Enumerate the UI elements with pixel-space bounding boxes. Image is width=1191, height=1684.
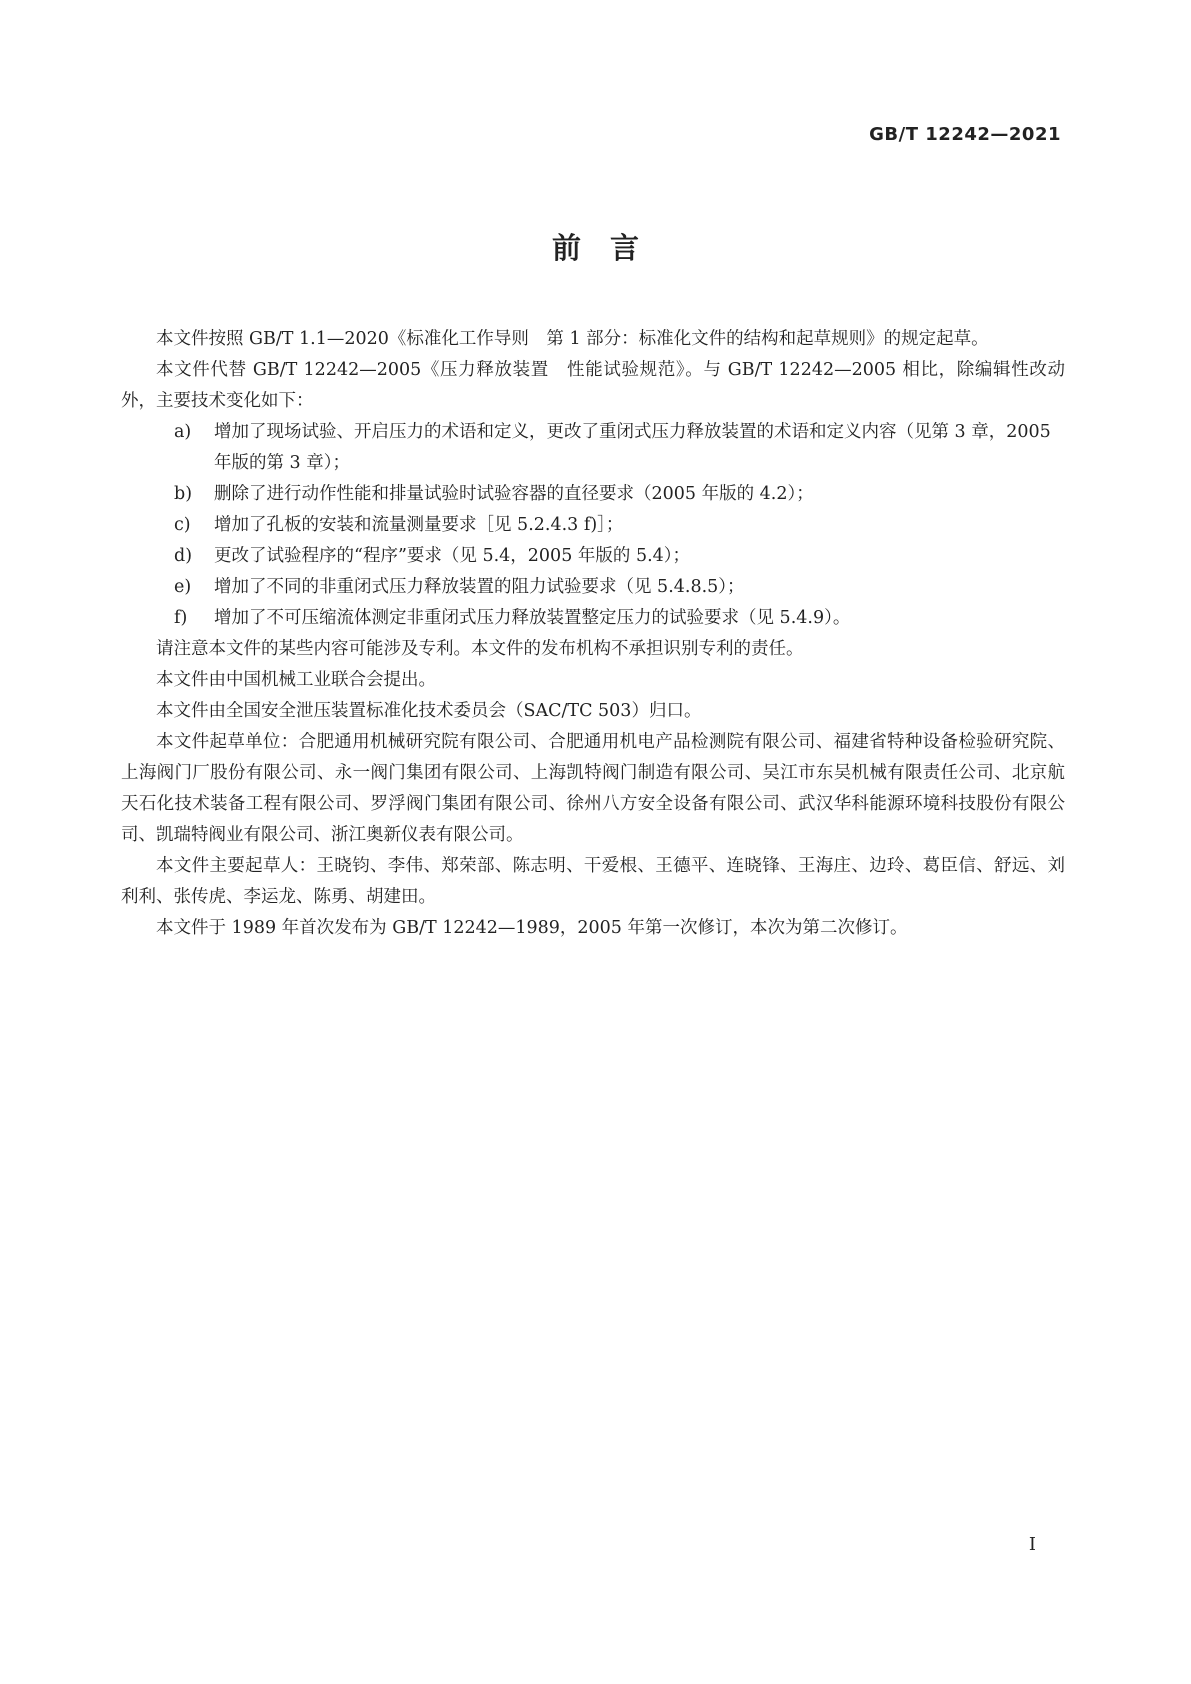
- list-item-text: 增加了不可压缩流体测定非重闭式压力释放装置整定压力的试验要求（见 5.4.9）。: [214, 608, 851, 628]
- paragraph-committee: 本文件由全国安全泄压装置标准化技术委员会（SAC/TC 503）归口。: [156, 701, 702, 721]
- paragraph-drafters: 本文件主要起草人：王晓钧、李伟、郑荣部、陈志明、干爱根、王德平、连晓锋、王海庄、边玲、葛臣信、舒远、刘利利、张传虎、李运龙、陈勇、胡建田。: [121, 856, 1065, 907]
- paragraph-drafting-rules: 本文件按照 GB/T 1.1—2020《标准化工作导则 第 1 部分：标准化文件的结构和起草规则》的规定起草。: [156, 329, 989, 349]
- page-title: 前 言: [551, 231, 639, 265]
- document-body: [121, 324, 1065, 944]
- paragraph-replacement: 本文件代替 GB/T 12242—2005《压力释放装置 性能试验规范》。与 GB/T 12242—2005 相比，除编辑性改动外，主要技术变化如下：: [121, 360, 1065, 411]
- list-item-text: 更改了试验程序的“程序”要求（见 5.4，2005 年版的 5.4）；: [214, 546, 691, 566]
- list-item-text: 删除了进行动作性能和排量试验时试验容器的直径要求（2005 年版的 4.2）；: [214, 484, 814, 504]
- list-item-mark: b): [174, 484, 193, 504]
- list-item: [121, 417, 1065, 479]
- list-item-text: 增加了现场试验、开启压力的术语和定义，更改了重闭式压力释放装置的术语和定义内容（见第 3 章，2005 年版的第 3 章）；: [214, 422, 1051, 473]
- list-item: [121, 479, 1065, 510]
- page-number: I: [1028, 1534, 1036, 1555]
- standard-code: GB/T 12242—2021: [869, 124, 1061, 145]
- list-item-text: 增加了孔板的安装和流量测量要求［见 5.2.4.3 f)］；: [214, 515, 624, 535]
- paragraph-drafting-units: 本文件起草单位：合肥通用机械研究院有限公司、合肥通用机电产品检测院有限公司、福建省特种设备检验研究院、上海阀门厂股份有限公司、永一阀门集团有限公司、上海凯特阀门制造有限公司、吴江市东吴机械有限责任公司、北京航天石化技术装备工程有限公司、罗浮阀门集团有限公司、徐州八方安全设备有限公司、武汉华科能源环境科技股份有限公司、凯瑞特阀业有限公司、浙江奥新仪表有限公司。: [121, 732, 1065, 845]
- list-item-mark: a): [174, 422, 192, 442]
- list-item: [121, 572, 1065, 603]
- paragraph-patent-notice: 请注意本文件的某些内容可能涉及专利。本文件的发布机构不承担识别专利的责任。: [156, 639, 804, 659]
- list-item-mark: d): [174, 546, 193, 566]
- list-item: [121, 541, 1065, 572]
- list-item-mark: c): [174, 515, 191, 535]
- list-item: [121, 603, 1065, 634]
- paragraph-history: 本文件于 1989 年首次发布为 GB/T 12242—1989，2005 年第一次修订，本次为第二次修订。: [156, 918, 908, 938]
- list-item-text: 增加了不同的非重闭式压力释放装置的阻力试验要求（见 5.4.8.5）；: [214, 577, 745, 597]
- list-item: [121, 510, 1065, 541]
- list-item-mark: e): [174, 577, 192, 597]
- list-item-mark: f): [174, 608, 188, 628]
- paragraph-proposer: 本文件由中国机械工业联合会提出。: [156, 670, 436, 690]
